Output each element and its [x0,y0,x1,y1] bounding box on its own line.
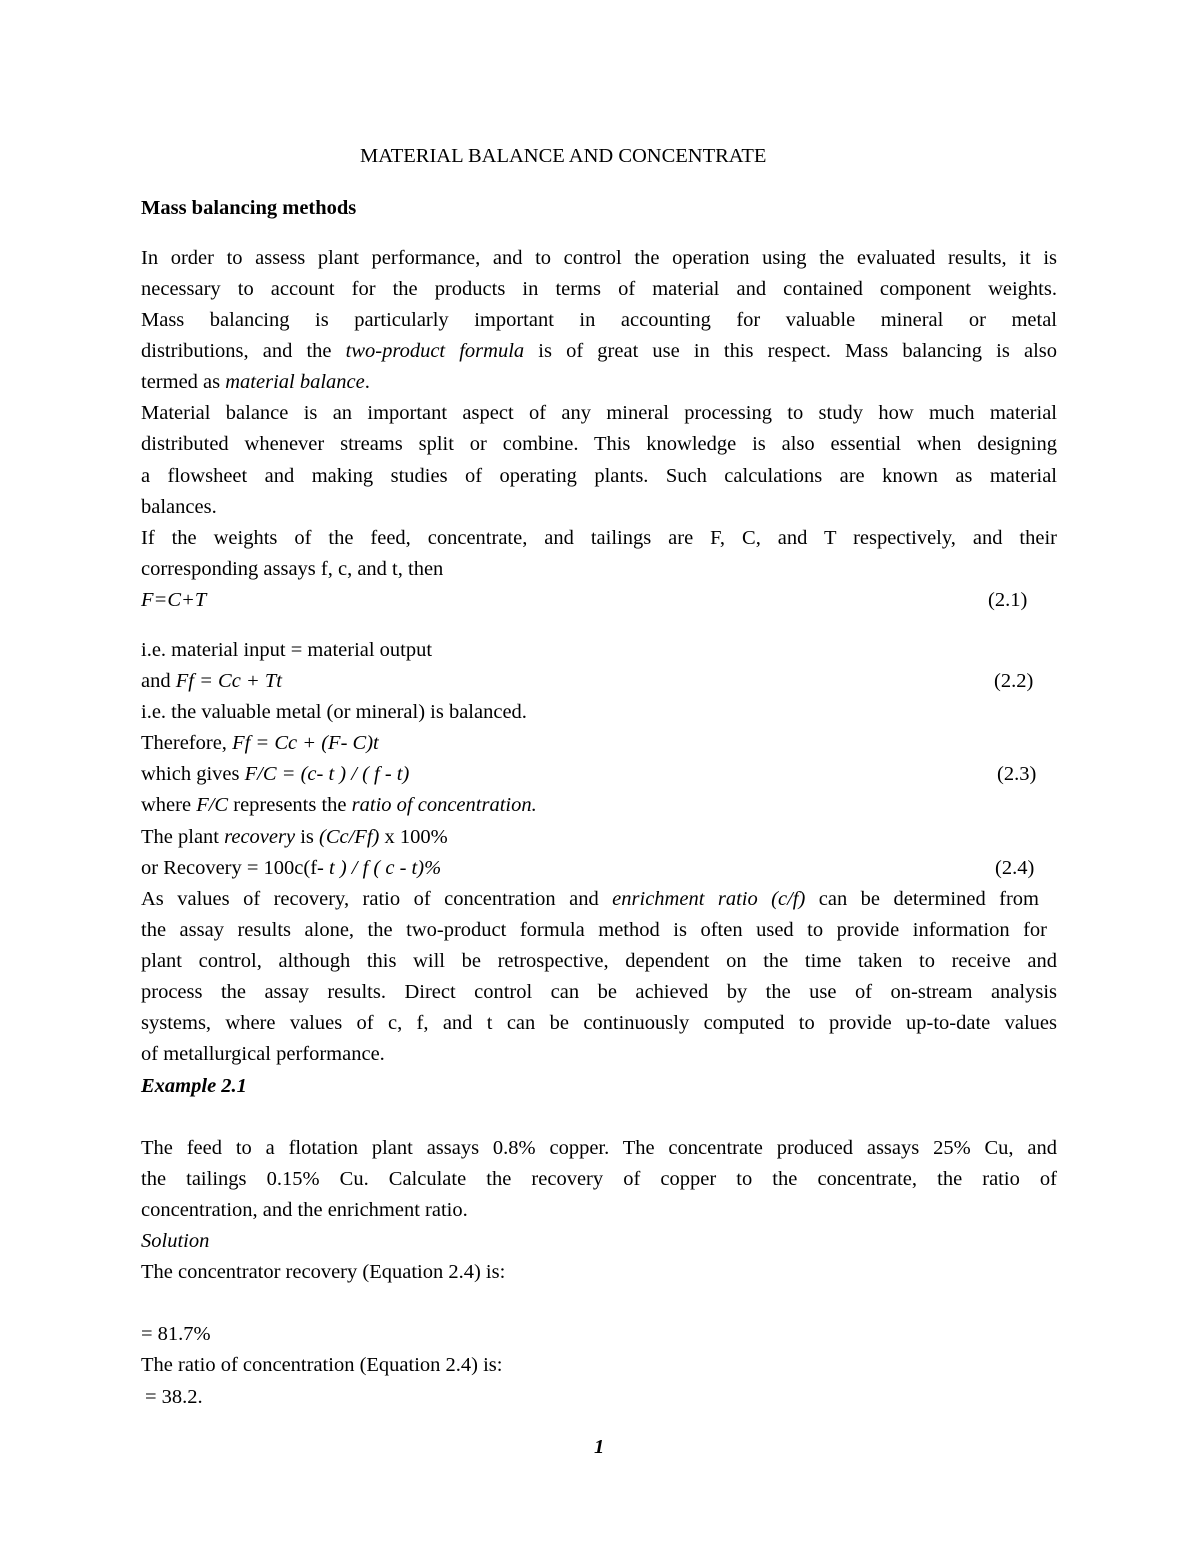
paragraph-line: corresponding assays f, c, and t, then [141,558,444,580]
paragraph-line: The ratio of concentration (Equation 2.4) is: [141,1354,503,1376]
paragraph-line: If the weights of the feed, concentrate, and tailings are F, C, and T respectively, and their [141,527,1057,549]
equation-2-3: which gives F/C = (c- t ) / ( f - t) [141,763,410,785]
paragraph-line: necessary to account for the products in terms of material and contained component weights. [141,278,1057,300]
paragraph-line: Mass balancing is particularly important in accounting for valuable mineral or metal [141,309,1057,331]
paragraph-line: balances. [141,496,217,518]
equation-2-1: F=C+T [141,589,207,611]
document-title: MATERIAL BALANCE AND CONCENTRATE [360,145,767,167]
paragraph-line: The concentrator recovery (Equation 2.4) is: [141,1261,506,1283]
paragraph-line: The plant recovery is (Cc/Ff) x 100% [141,826,448,848]
paragraph-line: concentration, and the enrichment ratio. [141,1199,468,1221]
paragraph-line: plant control, although this will be retrospective, dependent on the time taken to receive and [141,950,1057,972]
equation-therefore: Therefore, Ff = Cc + (F- C)t [141,732,379,754]
page-number: 1 [594,1436,605,1458]
paragraph-line: systems, where values of c, f, and t can be continuously computed to provide up-to-date values [141,1012,1057,1034]
paragraph-line: of metallurgical performance. [141,1043,385,1065]
paragraph-line: In order to assess plant performance, and to control the operation using the evaluated results, it is [141,247,1057,269]
paragraph-line: distributions, and the two-product formula is of great use in this respect. Mass balancing is also [141,340,1057,362]
section-heading: Mass balancing methods [141,197,357,219]
paragraph-line: the tailings 0.15% Cu. Calculate the recovery of copper to the concentrate, the ratio of [141,1168,1057,1190]
term-enrichment-ratio: enrichment ratio (c/f) [612,888,806,910]
paragraph-line: distributed whenever streams split or combine. This knowledge is also essential when designing [141,433,1057,455]
paragraph-line: As values of recovery, ratio of concentration and enrichment ratio (c/f) can be determined from [141,888,1040,910]
paragraph-line: i.e. the valuable metal (or mineral) is balanced. [141,701,527,723]
paragraph-line: i.e. material input = material output [141,639,433,661]
result-ratio: = 38.2. [145,1386,203,1408]
example-heading: Example 2.1 [141,1075,247,1097]
paragraph-line: the assay results alone, the two-product formula method is often used to provide information for [141,919,1047,941]
paragraph-line: process the assay results. Direct control can be achieved by the use of on-stream analysis [141,981,1057,1003]
equation-number: (2.1) [988,589,1028,611]
term-two-product-formula: two-product formula [345,340,525,362]
term-material-balance: material balance [225,371,365,393]
equation-2-2: and Ff = Cc + Tt [141,670,282,692]
equation-number: (2.4) [995,857,1035,879]
result-recovery: = 81.7% [141,1323,211,1345]
paragraph-line: where F/C represents the ratio of concentration. [141,794,537,816]
equation-2-4: or Recovery = 100c(f- t ) / f ( c - t)% [141,857,442,879]
paragraph-line: The feed to a flotation plant assays 0.8% copper. The concentrate produced assays 25% Cu, and [141,1137,1057,1159]
paragraph-line: termed as material balance. [141,371,370,393]
equation-number: (2.3) [997,763,1037,785]
solution-label: Solution [141,1230,210,1252]
equation-number: (2.2) [994,670,1034,692]
paragraph-line: a flowsheet and making studies of operating plants. Such calculations are known as material [141,465,1057,487]
paragraph-line: Material balance is an important aspect of any mineral processing to study how much material [141,402,1057,424]
